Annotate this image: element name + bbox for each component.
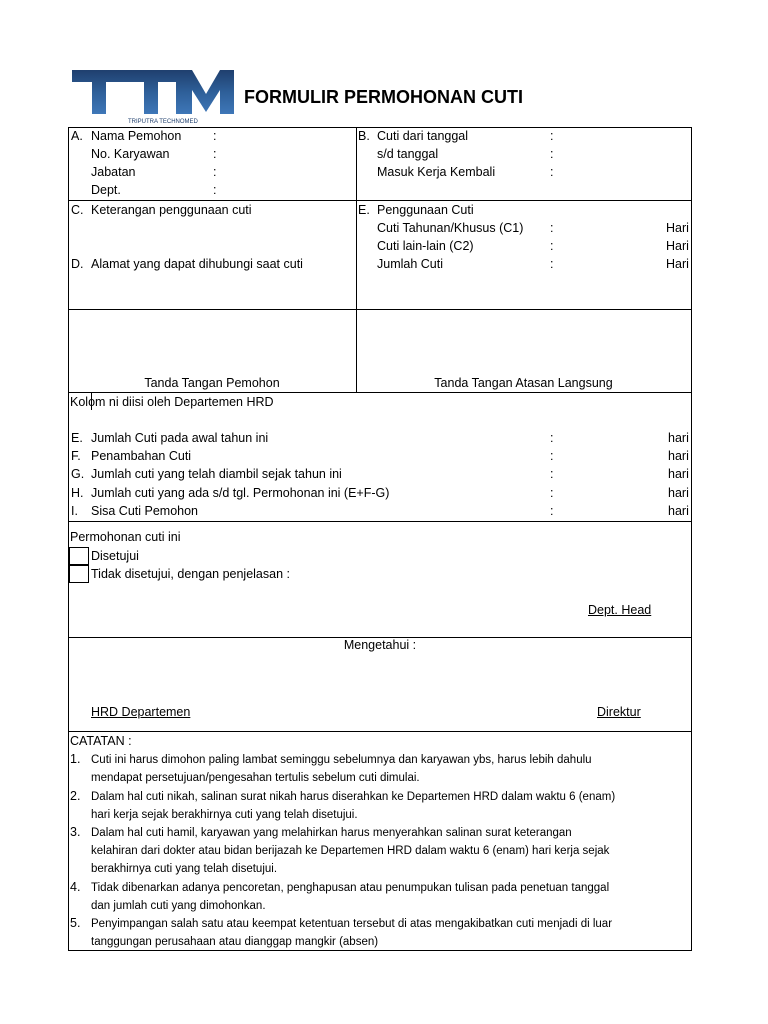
unit-label: hari: [668, 467, 689, 481]
note-line: berakhirnya cuti yang telah disetujui.: [91, 863, 278, 875]
approval-heading: Permohonan cuti ini: [70, 530, 181, 544]
field-colon: :: [213, 183, 217, 197]
field-colon: :: [550, 165, 554, 179]
row-divider-4: [68, 521, 692, 522]
total-leave-label: Jumlah Cuti: [377, 257, 443, 271]
note-number: 4.: [70, 880, 81, 894]
note-number: 5.: [70, 916, 81, 930]
logo-subtext: TRIPUTRA TECHNOMED: [128, 119, 198, 125]
field-colon: :: [550, 147, 554, 161]
unit-label: hari: [668, 504, 689, 518]
field-colon: :: [550, 221, 554, 235]
field-colon: :: [213, 165, 217, 179]
field-colon: :: [550, 467, 554, 481]
section-a-letter: A.: [71, 129, 83, 143]
row-divider-3: [68, 392, 692, 393]
hrd-row-label: Jumlah cuti yang telah diambil sejak tahun ini: [91, 467, 342, 481]
note-number: 2.: [70, 789, 81, 803]
unit-label: hari: [668, 431, 689, 445]
note-line: tanggungan perusahaan atau dianggap mangkir (absen): [91, 936, 379, 948]
field-colon: :: [550, 449, 554, 463]
field-label-return-date: Masuk Kerja Kembali: [377, 165, 496, 179]
section-c-letter: C.: [71, 203, 84, 217]
hrd-row-letter: G.: [71, 467, 85, 481]
field-colon: :: [213, 147, 217, 161]
note-line: Cuti ini harus dimohon paling lambat seminggu sebelumnya dan karyawan ybs, harus lebih dahulu: [91, 754, 592, 766]
hrd-intro: Kolom ni diisi oleh Departemen HRD: [70, 395, 274, 409]
hrd-row-label: Penambahan Cuti: [91, 449, 192, 463]
field-label-dept: Dept.: [91, 183, 121, 197]
leave-purpose-label: Keterangan penggunaan cuti: [91, 203, 252, 217]
field-colon: :: [550, 257, 554, 271]
middle-divider: [356, 127, 357, 392]
note-line: Dalam hal cuti nikah, salinan surat nikah harus diserahkan ke Departemen HRD dalam waktu 6 (enam): [91, 791, 616, 803]
contact-address-label: Alamat yang dapat dihubungi saat cuti: [91, 257, 303, 271]
field-colon: :: [213, 129, 217, 143]
unit-label: Hari: [666, 221, 689, 235]
row-divider-2: [68, 309, 692, 310]
hrd-row-label: Jumlah Cuti pada awal tahun ini: [91, 431, 269, 445]
border-bottom: [68, 950, 692, 951]
hrd-row-label: Jumlah cuti yang ada s/d tgl. Permohonan ini (E+F-G): [91, 486, 390, 500]
note-line: dan jumlah cuti yang dimohonkan.: [91, 900, 266, 912]
hrd-row-letter: H.: [71, 486, 84, 500]
hrd-row-letter: I.: [71, 504, 78, 518]
unit-label: Hari: [666, 257, 689, 271]
border-left: [68, 127, 69, 951]
field-label-leave-until: s/d tanggal: [377, 147, 439, 161]
field-colon: :: [550, 504, 554, 518]
note-line: hari kerja sejak berakhirnya cuti yang telah disetujui.: [91, 809, 358, 821]
row-divider-1: [68, 200, 692, 201]
note-line: Dalam hal cuti hamil, karyawan yang melahirkan harus menyerahkan salinan surat keterangan: [91, 827, 572, 839]
rejected-checkbox[interactable]: [69, 565, 89, 583]
field-colon: :: [550, 486, 554, 500]
director-signer: Direktur: [597, 705, 641, 719]
field-label-position: Jabatan: [91, 165, 136, 179]
hrd-row-letter: F.: [71, 449, 81, 463]
row-divider-6: [68, 731, 692, 732]
field-label-name: Nama Pemohon: [91, 129, 182, 143]
hrd-row-letter: E.: [71, 431, 83, 445]
note-line: mendapat persetujuan/pengesahan tertulis sebelum cuti dimulai.: [91, 772, 420, 784]
form-title: FORMULIR PERMOHONAN CUTI: [244, 87, 523, 107]
notes-heading: CATATAN :: [70, 734, 132, 748]
section-d-letter: D.: [71, 257, 84, 271]
section-b-letter: B.: [358, 129, 370, 143]
hrd-department-signer: HRD Departemen: [91, 705, 191, 719]
hrd-row-label: Sisa Cuti Pemohon: [91, 504, 199, 518]
field-label-employee-no: No. Karyawan: [91, 147, 170, 161]
dept-head-signer: Dept. Head: [588, 603, 652, 617]
note-number: 1.: [70, 752, 81, 766]
field-colon: :: [550, 239, 554, 253]
field-colon: :: [550, 129, 554, 143]
note-line: Penyimpangan salah satu atau keempat ketentuan tersebut di atas mengakibatkan cuti menjadi di luar: [91, 918, 613, 930]
acknowledge-heading: Mengetahui :: [343, 638, 417, 652]
section-e-letter: E.: [358, 203, 370, 217]
unit-label: hari: [668, 486, 689, 500]
border-right: [691, 127, 692, 951]
rejected-label: Tidak disetujui, dengan penjelasan :: [91, 567, 290, 581]
note-number: 3.: [70, 825, 81, 839]
note-line: kelahiran dari dokter atau bidan berijazah ke Departemen HRD dalam waktu 6 (enam) hari kerja sejak: [91, 845, 610, 857]
field-label-leave-from: Cuti dari tanggal: [377, 129, 469, 143]
field-colon: :: [550, 431, 554, 445]
unit-label: hari: [668, 449, 689, 463]
other-leave-label: Cuti lain-lain (C2): [377, 239, 474, 253]
unit-label: Hari: [666, 239, 689, 253]
applicant-signature-label: Tanda Tangan Pemohon: [144, 376, 280, 390]
note-line: Tidak dibenarkan adanya pencoretan, penghapusan atau penumpukan tulisan pada penetuan tanggal: [91, 882, 610, 894]
approved-checkbox[interactable]: [69, 547, 89, 565]
leave-usage-label: Penggunaan Cuti: [377, 203, 474, 217]
logo-mark: [70, 68, 236, 126]
border-top: [68, 127, 692, 128]
company-logo: [70, 68, 236, 126]
annual-leave-label: Cuti Tahunan/Khusus (C1): [377, 221, 524, 235]
approved-label: Disetujui: [91, 549, 139, 563]
supervisor-signature-label: Tanda Tangan Atasan Langsung: [434, 376, 613, 390]
